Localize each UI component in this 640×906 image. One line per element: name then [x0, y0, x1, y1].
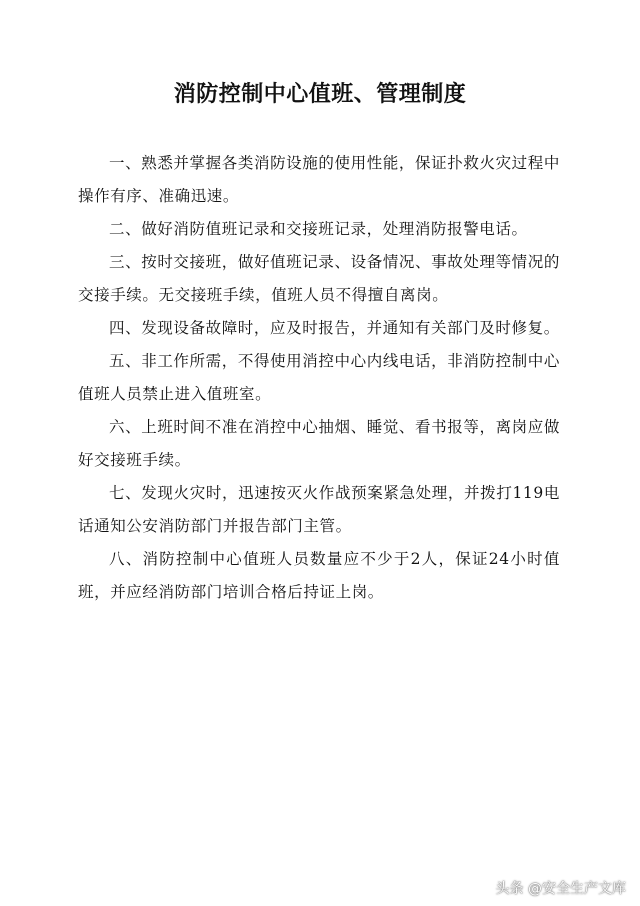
watermark — [496, 878, 626, 898]
watermark-text: 头条 @安全生产文库 — [495, 881, 626, 897]
paragraph-rule-6: 六、上班时间不准在消控中心抽烟、睡觉、看书报等，离岗应做好交接班手续。 — [78, 418, 560, 469]
paragraph-rule-8: 八、消防控制中心值班人员数量应不少于2人，保证24小时值班，并应经消防部门培训合格后持证上岗。 — [78, 550, 560, 601]
paragraph-rule-7: 七、发现火灾时，迅速按灭火作战预案紧急处理，并拨打119电话通知公安消防部门并报告部门主管。 — [78, 484, 560, 535]
document-body — [78, 147, 560, 609]
document-title: 消防控制中心值班、管理制度 — [173, 82, 467, 107]
paragraph-rule-1: 一、熟悉并掌握各类消防设施的使用性能，保证扑救火灾过程中操作有序、准确迅速。 — [78, 154, 560, 205]
paragraph-rule-3: 三、按时交接班，做好值班记录、设备情况、事故处理等情况的交接手续。无交接班手续，值班人员不得擅自离岗。 — [78, 253, 560, 304]
paragraph-rule-4: 四、发现设备故障时，应及时报告，并通知有关部门及时修复。 — [109, 319, 560, 337]
paragraph-rule-5: 五、非工作所需，不得使用消控中心内线电话，非消防控制中心值班人员禁止进入值班室。 — [78, 352, 560, 403]
paragraph-rule-2: 二、做好消防值班记录和交接班记录，处理消防报警电话。 — [109, 220, 528, 238]
